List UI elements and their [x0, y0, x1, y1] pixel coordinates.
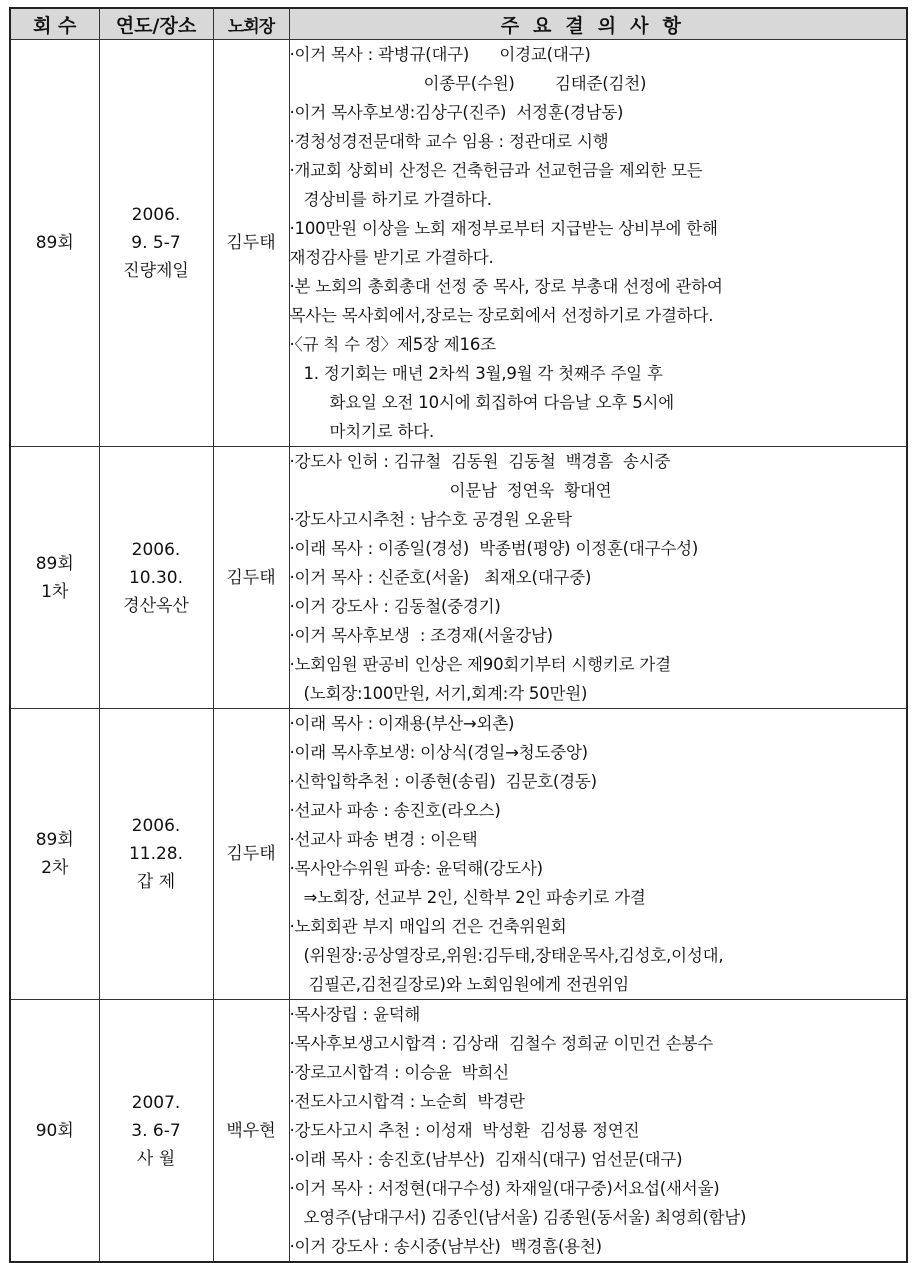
resolution-line: 목사는 목사회에서,장로는 장로회에서 선정하기로 가결하다. [289, 306, 714, 325]
resolution-line: ·강도사고시 추천 : 이성재 박성환 김성룡 정연진 [289, 1121, 640, 1140]
chair-cell [213, 447, 289, 709]
date-place-text: 경산옥산 [123, 595, 189, 616]
date-place-text: 2007. [131, 1092, 181, 1113]
session-cell [10, 40, 99, 447]
resolution-line: ·이거 목사후보생:김상구(진주) 서정훈(경남동) [289, 103, 624, 122]
date-place-text: 2006. [131, 816, 181, 836]
session-text: 1차 [41, 581, 69, 602]
resolution-line: ·이거 목사 : 서정현(대구수성) 차재일(대구중)서요섭(새서울) [289, 1179, 720, 1198]
resolutions-cell [289, 40, 907, 447]
date-place-text: 진량제일 [123, 261, 189, 281]
session-text: 89회 [35, 553, 74, 574]
resolution-line: ·이거 강도사 : 송시중(남부산) 백경흠(용천) [289, 1237, 602, 1256]
date-place-text: 3. 6-7 [131, 1120, 181, 1141]
header-chair: 노회장 [213, 8, 289, 40]
date-place-text: 갑 제 [136, 872, 176, 892]
session-cell [10, 447, 99, 709]
chair-name: 백우현 [226, 1120, 276, 1141]
resolution-line: 김필곤,김천길장로)와 노회임원에게 전권위임 [303, 975, 629, 994]
resolution-line: ·개교회 상회비 산정은 건축헌금과 선교헌금을 제외한 모든 [289, 161, 703, 180]
resolution-line: ·노회임원 판공비 인상은 제90회기부터 시행키로 가결 [289, 655, 671, 674]
resolution-line: ·선교사 파송 : 송진호(라오스) [289, 801, 501, 820]
resolution-line: ·100만원 이상을 노회 재정부로부터 지급받는 상비부에 한해 [289, 219, 718, 238]
chair-cell [213, 709, 289, 1000]
resolution-line: ·〈규 칙 수 정〉제5장 제16조 [289, 335, 496, 354]
session-text: 89회 [35, 233, 74, 253]
header-resolutions: 주요결의사항 [289, 8, 907, 40]
resolution-line: ·강도사 인허 : 김규철 김동원 김동철 백경흠 송시중 [289, 452, 671, 471]
session-text: 2차 [41, 858, 69, 878]
resolution-line: ·장로고시합격 : 이승윤 박희신 [289, 1063, 509, 1082]
resolution-line: ·이래 목사 : 이종일(경성) 박종범(평양) 이정훈(대구수성) [289, 539, 699, 558]
chair-name: 김두태 [226, 233, 276, 253]
minutes-table [9, 7, 908, 1263]
table-row [10, 40, 907, 447]
resolution-line: ·목사후보생고시합격 : 김상래 김철수 정희균 이민건 손봉수 [289, 1034, 713, 1053]
resolution-line: (위원장:공상열장로,위원:김두태,장태운목사,김성호,이성대, [303, 946, 724, 965]
chair-name: 김두태 [226, 844, 276, 864]
session-cell [10, 1000, 99, 1263]
chair-name: 김두태 [226, 567, 276, 588]
resolution-line: ·이거 강도사 : 김동철(중경기) [289, 597, 501, 616]
resolution-line: ·이거 목사 : 곽병규(대구) 이경교(대구) [289, 45, 591, 64]
session-text: 89회 [35, 830, 74, 850]
table-body [10, 40, 907, 1263]
resolutions-cell [289, 1000, 907, 1263]
date-place-text: 사 월 [136, 1148, 176, 1169]
resolution-line: ·신학입학추천 : 이종현(송림) 김문호(경동) [289, 772, 597, 791]
resolution-line: ·이거 목사후보생 : 조경재(서울강남) [289, 626, 553, 645]
resolution-line: ·목사장립 : 윤덕해 [289, 1005, 421, 1024]
date-place-text: 10.30. [128, 567, 184, 588]
table-row [10, 447, 907, 709]
resolution-line: ·강도사고시추천 : 남수호 공경원 오윤탁 [289, 510, 572, 529]
resolution-line: 1. 정기회는 매년 2차씩 3월,9월 각 첫째주 주일 후 [303, 364, 663, 383]
resolution-line: ·노회회관 부지 매입의 건은 건축위원회 [289, 917, 567, 936]
table-row [10, 1000, 907, 1263]
resolution-line: ·이래 목사 : 송진호(남부산) 김재식(대구) 엄선문(대구) [289, 1150, 683, 1169]
resolution-line: 오영주(남대구서) 김종인(남서울) 김종원(동서울) 최영희(함남) [303, 1208, 747, 1227]
session-cell [10, 709, 99, 1000]
resolutions-cell [289, 447, 907, 709]
table-row [10, 709, 907, 1000]
resolution-line: ·이래 목사 : 이재용(부산→외촌) [289, 714, 515, 733]
resolution-line: (노회장:100만원, 서기,회계:각 50만원) [303, 684, 588, 703]
chair-cell [213, 40, 289, 447]
resolution-line: ·목사안수위원 파송: 윤덕해(강도사) [289, 859, 543, 878]
header-row [10, 8, 907, 40]
date-place-text: 2006. [131, 205, 181, 225]
header-session: 회 수 [10, 8, 99, 40]
resolution-line: 이종무(수원) 김태준(김천) [423, 74, 647, 93]
date-place-text: 9. 5-7 [131, 233, 181, 253]
resolution-line: ·전도사고시합격 : 노순희 박경란 [289, 1092, 525, 1111]
resolution-line: ·본 노회의 총회총대 선정 중 목사, 장로 부총대 선정에 관하여 [289, 277, 723, 296]
resolution-line: ·이거 목사 : 신준호(서울) 최재오(대구중) [289, 568, 592, 587]
resolution-line: 재정감사를 받기로 가결하다. [289, 248, 494, 267]
date-place-text: 11.28. [128, 844, 184, 864]
session-text: 90회 [35, 1120, 74, 1141]
date-place-cell [99, 40, 213, 447]
resolution-line: 마치기로 하다. [329, 422, 435, 441]
chair-cell [213, 1000, 289, 1263]
resolution-line: ·이래 목사후보생: 이상식(경일→청도중앙) [289, 743, 588, 762]
date-place-text: 2006. [131, 539, 181, 560]
resolution-line: ·경청성경전문대학 교수 임용 : 정관대로 시행 [289, 132, 609, 151]
resolutions-cell [289, 709, 907, 1000]
header-date-place: 연도/장소 [99, 8, 213, 40]
resolution-line: 화요일 오전 10시에 회집하여 다음날 오후 5시에 [329, 393, 674, 412]
resolution-line: ·선교사 파송 변경 : 이은택 [289, 830, 478, 849]
resolution-line: 이문남 정연욱 황대연 [449, 481, 612, 500]
date-place-cell [99, 447, 213, 709]
date-place-cell [99, 1000, 213, 1263]
resolution-line: 경상비를 하기로 가결하다. [303, 190, 492, 209]
resolution-line: ⇒노회장, 선교부 2인, 신학부 2인 파송키로 가결 [303, 888, 646, 907]
date-place-cell [99, 709, 213, 1000]
